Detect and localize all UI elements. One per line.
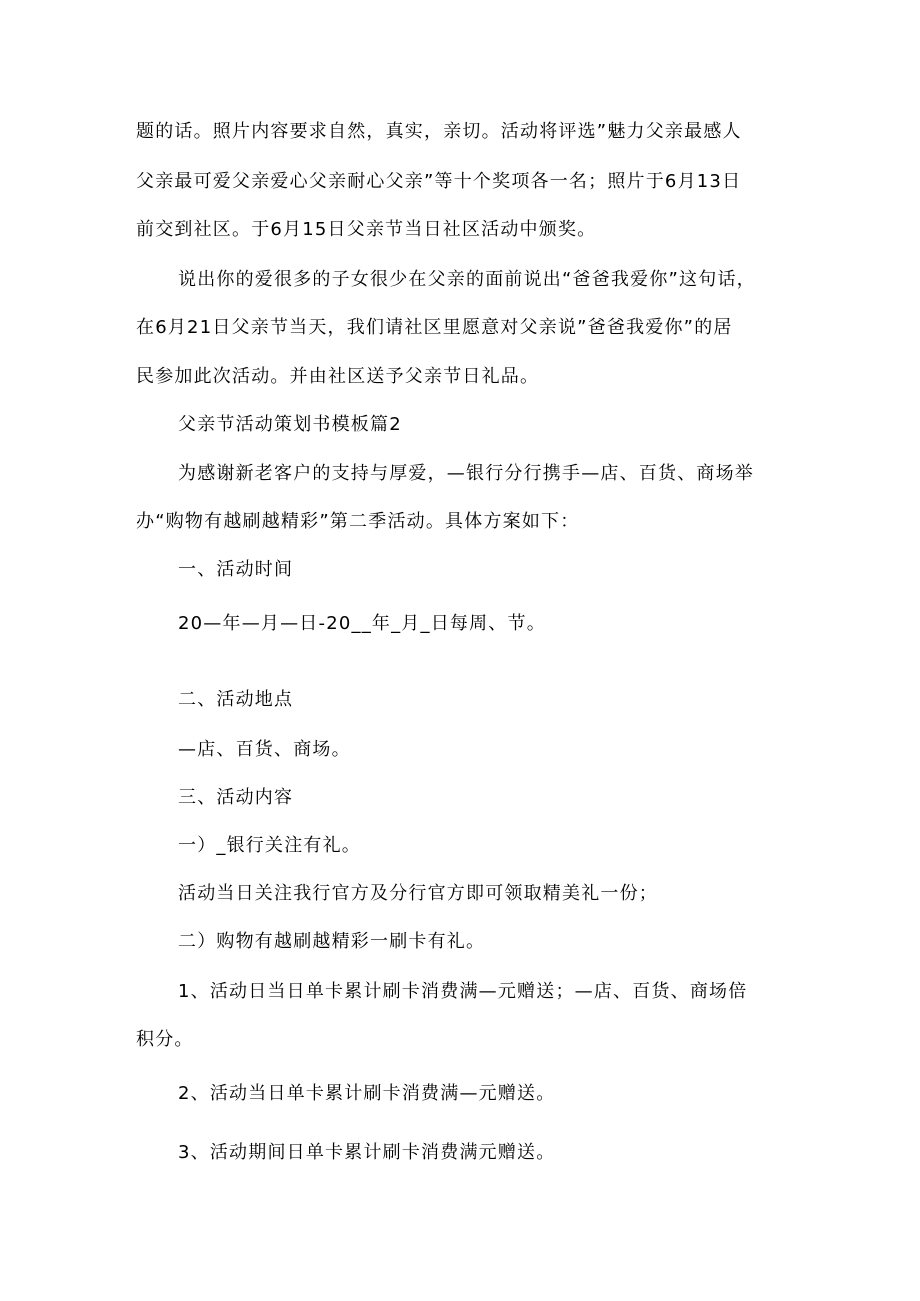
text-line: 为感谢新老客户的支持与厚爱，—银行分行携手—店、百货、商场举 (178, 463, 754, 484)
text-line: 前交到社区。于6月15日父亲节当日社区活动中颁奖。 (136, 219, 597, 240)
text-line: 父亲最可爱父亲爱心父亲耐心父亲”等十个奖项各一名；照片于6月13日 (136, 171, 742, 192)
text-line: 积分。 (136, 1029, 194, 1050)
text-line: 3、活动期间日单卡累计刷卡消费满元赠送。 (178, 1142, 556, 1163)
text-line: 办“购物有越刷越精彩”第二季活动。具体方案如下： (136, 511, 580, 532)
section-heading: 父亲节活动策划书模板篇2 (178, 414, 402, 435)
text-line: 一）_银行关注有礼。 (178, 835, 361, 856)
text-line: 民参加此次活动。并由社区送予父亲节日礼品。 (136, 366, 540, 387)
text-line: 题的话。照片内容要求自然，真实，亲切。活动将评选”魅力父亲最感人 (136, 121, 742, 142)
section-heading: 三、活动内容 (178, 787, 294, 808)
text-line: 20—年—月—日-20__年_月_日每周、节。 (178, 613, 546, 634)
text-line: —店、百货、商场。 (178, 739, 351, 760)
section-heading: 一、活动时间 (178, 559, 294, 580)
text-line: 二）购物有越刷越精彩一刷卡有礼。 (178, 931, 486, 952)
text-line: 在6月21日父亲节当天，我们请社区里愿意对父亲说”爸爸我爱你”的居 (136, 317, 733, 338)
text-line: 活动当日关注我行官方及分行官方即可领取精美礼一份； (178, 883, 658, 904)
text-line: 1、活动日当日单卡累计刷卡消费满—元赠送；—店、百货、商场倍 (178, 981, 748, 1002)
text-line: 2、活动当日单卡累计刷卡消费满—元赠送。 (178, 1083, 556, 1104)
text-line: 说出你的爱很多的子女很少在父亲的面前说出“爸爸我爱你”这句话， (178, 269, 756, 290)
section-heading: 二、活动地点 (178, 689, 294, 710)
